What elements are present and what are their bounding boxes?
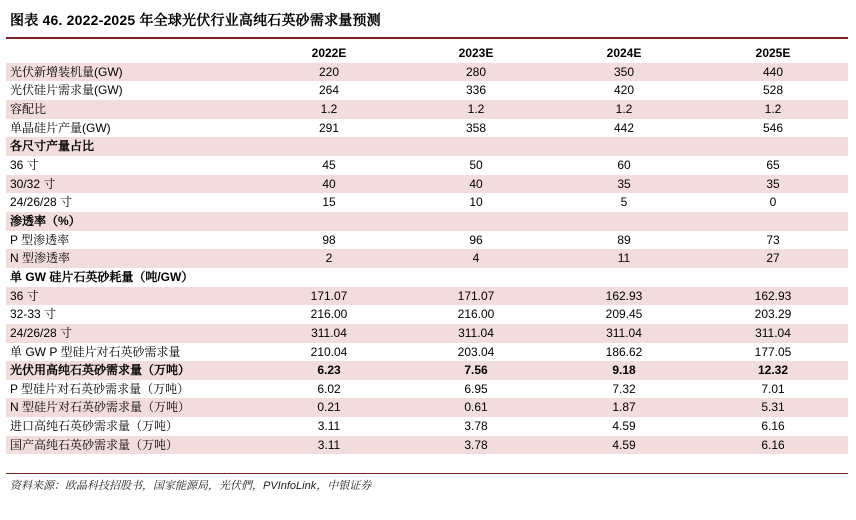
table-row: [6, 287, 848, 306]
value-cell: 0.21: [256, 398, 402, 417]
value-cell: 336: [465, 83, 487, 98]
row-label: N 型硅片对石英砂需求量（万吨）: [6, 398, 256, 417]
value-cell: 11: [550, 249, 698, 268]
table-row: [6, 436, 848, 455]
value-cell: 3.78: [402, 436, 550, 455]
value-cell: 546: [762, 120, 784, 135]
value-cell: 65: [766, 157, 780, 172]
value-cell: 311.04: [698, 324, 848, 343]
row-label: 国产高纯石英砂需求量（万吨）: [6, 436, 256, 455]
row-label: 30/32 寸: [6, 175, 256, 194]
value-cell: 4: [402, 249, 550, 268]
table-row: [6, 231, 848, 250]
value-cell: 311.04: [550, 324, 698, 343]
value-cell: 7.32: [612, 381, 636, 396]
value-cell: 7.01: [761, 381, 785, 396]
row-label: 各尺寸产量占比: [6, 137, 256, 156]
value-cell: 0: [769, 195, 777, 210]
row-label: 光伏硅片需求量(GW): [10, 83, 123, 98]
value-cell: 1.87: [550, 398, 698, 417]
value-cell: 528: [762, 83, 784, 98]
table-row: [6, 156, 848, 175]
value-cell: 5.31: [698, 398, 848, 417]
value-cell: 35: [698, 175, 848, 194]
value-cell: 0.61: [402, 398, 550, 417]
table-row: [6, 324, 848, 343]
header-cell-2024e: 2024E: [606, 46, 642, 60]
value-cell: 50: [469, 157, 483, 172]
value-cell: 3.11: [317, 419, 341, 434]
value-cell: 9.18: [550, 361, 698, 380]
table-row: [6, 63, 848, 82]
row-label: 单 GW 硅片石英砂耗量（吨/GW）: [10, 269, 194, 284]
value-cell: 4.59: [550, 436, 698, 455]
row-label: P 型渗透率: [10, 232, 70, 247]
title-divider: [6, 37, 848, 39]
value-cell: 12.32: [698, 361, 848, 380]
value-cell: 2: [256, 249, 402, 268]
value-cell: [256, 137, 402, 156]
table-row: [6, 175, 848, 194]
value-cell: 171.07: [402, 287, 550, 306]
value-cell: 6.23: [256, 361, 402, 380]
value-cell: 162.93: [550, 287, 698, 306]
forecast-table: [6, 44, 848, 454]
value-cell: 3.11: [256, 436, 402, 455]
value-cell: 220: [256, 63, 402, 82]
row-label: P 型硅片对石英砂需求量（万吨）: [10, 381, 190, 396]
value-cell: 5: [620, 195, 628, 210]
value-cell: 350: [550, 63, 698, 82]
row-label: 光伏新增装机量(GW): [6, 63, 256, 82]
value-cell: 440: [698, 63, 848, 82]
table-row: [6, 81, 848, 100]
value-cell: 4.59: [612, 419, 636, 434]
value-cell: 264: [318, 83, 340, 98]
row-label: 光伏用高纯石英砂需求量（万吨）: [6, 361, 256, 380]
value-cell: [402, 212, 550, 231]
value-cell: [256, 268, 402, 287]
value-cell: 10: [469, 195, 483, 210]
header-cell-label: [6, 44, 256, 63]
value-cell: 96: [469, 232, 483, 247]
value-cell: 203.29: [754, 307, 792, 322]
value-cell: 6.95: [464, 381, 488, 396]
header-cell-2025e: 2025E: [755, 46, 791, 60]
value-cell: 1.2: [550, 100, 698, 119]
value-cell: 311.04: [402, 324, 550, 343]
value-cell: 177.05: [754, 344, 792, 359]
value-cell: 186.62: [605, 344, 643, 359]
table-row: [6, 100, 848, 119]
section-row: [6, 361, 848, 380]
value-cell: 89: [617, 232, 631, 247]
value-cell: [550, 268, 698, 287]
value-cell: 45: [322, 157, 336, 172]
value-cell: 40: [256, 175, 402, 194]
value-cell: 162.93: [698, 287, 848, 306]
source-note: 资料来源：欧晶科技招股书，国家能源局，光伏們，PVInfoLink，中银证券: [10, 480, 372, 492]
value-cell: 291: [318, 120, 340, 135]
value-cell: [698, 137, 848, 156]
value-cell: 216.00: [310, 307, 348, 322]
value-cell: 209.45: [605, 307, 643, 322]
value-cell: [256, 212, 402, 231]
row-label: 容配比: [6, 100, 256, 119]
value-cell: [550, 212, 698, 231]
value-cell: 1.2: [256, 100, 402, 119]
table-row: [6, 417, 848, 436]
bottom-divider: [6, 473, 848, 474]
value-cell: 280: [402, 63, 550, 82]
table-row: [6, 119, 848, 138]
value-cell: 60: [617, 157, 631, 172]
row-label: 32-33 寸: [10, 307, 57, 322]
value-cell: 311.04: [256, 324, 402, 343]
value-cell: [550, 137, 698, 156]
table-row: [6, 249, 848, 268]
value-cell: 15: [322, 195, 336, 210]
row-label: 单 GW P 型硅片对石英砂需求量: [10, 344, 181, 359]
value-cell: 6.02: [317, 381, 341, 396]
value-cell: [698, 268, 848, 287]
value-cell: [698, 212, 848, 231]
section-row: [6, 268, 848, 287]
value-cell: 27: [698, 249, 848, 268]
row-label: 渗透率（%）: [6, 212, 256, 231]
row-label: 24/26/28 寸: [6, 324, 256, 343]
row-label: 24/26/28 寸: [10, 195, 73, 210]
value-cell: 210.04: [310, 344, 348, 359]
table-body: [6, 63, 848, 455]
table-title: 图表 46. 2022-2025 年全球光伏行业高纯石英砂需求量预测: [10, 12, 381, 28]
value-cell: 358: [465, 120, 487, 135]
table-row: [6, 380, 848, 399]
value-cell: 98: [322, 232, 336, 247]
value-cell: 203.04: [457, 344, 495, 359]
value-cell: 171.07: [256, 287, 402, 306]
value-cell: 40: [402, 175, 550, 194]
header-cell-2022e: 2022E: [311, 46, 347, 60]
header-row: [6, 44, 848, 63]
header-cell-2023e: 2023E: [458, 46, 494, 60]
table-row: [6, 343, 848, 362]
value-cell: 35: [550, 175, 698, 194]
value-cell: [402, 268, 550, 287]
table-row: [6, 305, 848, 324]
value-cell: 3.78: [464, 419, 488, 434]
value-cell: 442: [613, 120, 635, 135]
value-cell: 73: [766, 232, 780, 247]
row-label: 36 寸: [6, 287, 256, 306]
value-cell: 1.2: [402, 100, 550, 119]
section-row: [6, 137, 848, 156]
value-cell: 420: [613, 83, 635, 98]
value-cell: [402, 137, 550, 156]
row-label: 进口高纯石英砂需求量（万吨）: [10, 419, 179, 434]
value-cell: 1.2: [698, 100, 848, 119]
row-label: 36 寸: [10, 157, 39, 172]
table-row: [6, 193, 848, 212]
row-label: N 型渗透率: [6, 249, 256, 268]
value-cell: 6.16: [698, 436, 848, 455]
row-label: 单晶硅片产量(GW): [10, 120, 111, 135]
table-row: [6, 398, 848, 417]
section-row: [6, 212, 848, 231]
value-cell: 7.56: [402, 361, 550, 380]
value-cell: 216.00: [457, 307, 495, 322]
value-cell: 6.16: [761, 419, 785, 434]
